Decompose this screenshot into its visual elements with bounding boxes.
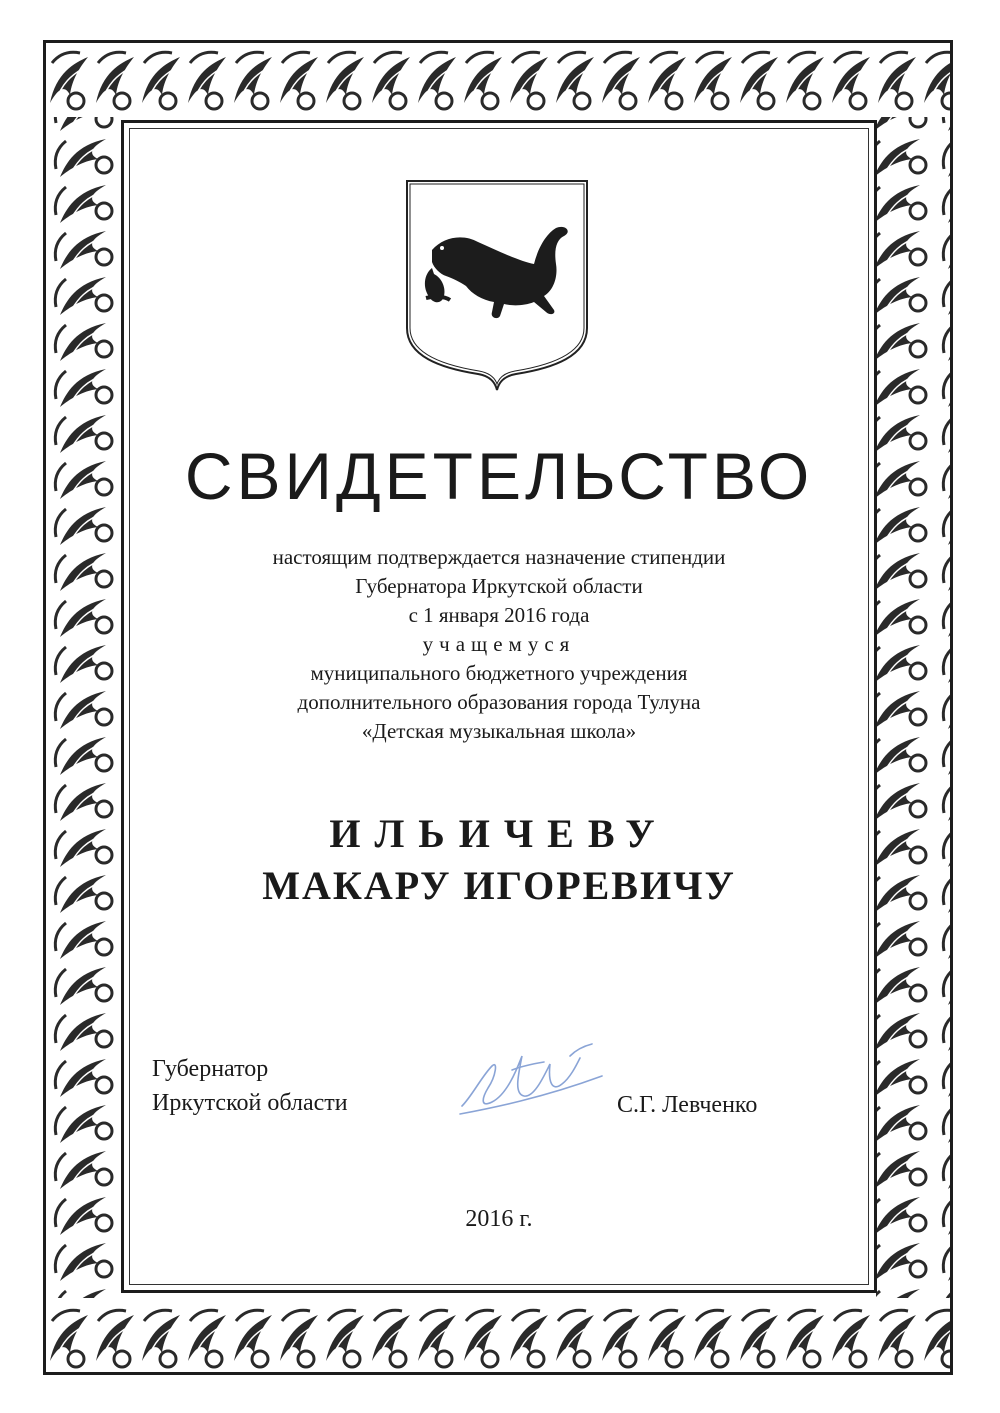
body-line: дополнительного образования города Тулуна (297, 690, 701, 714)
body-line: учащемуся (422, 632, 576, 656)
certificate-body (121, 543, 877, 746)
body-line: Губернатора Иркутской области (355, 574, 643, 598)
body-line: настоящим подтверждается назначение стипендии (272, 545, 726, 569)
recipient-given-names: МАКАРУ ИГОРЕВИЧУ (262, 863, 736, 908)
signatory-position (152, 1052, 348, 1120)
body-line: муниципального бюджетного учреждения (310, 661, 688, 685)
coat-of-arms-icon (404, 178, 590, 392)
body-line: с 1 января 2016 года (408, 603, 590, 627)
signatory-name: С.Г. Левченко (617, 1092, 758, 1118)
body-line: «Детская музыкальная школа» (361, 719, 637, 743)
certificate-year: 2016 г. (465, 1206, 533, 1232)
recipient-surname: ИЛЬИЧЕВУ (329, 811, 669, 856)
signatory-position-line: Иркутской области (152, 1090, 348, 1116)
signatory-position-line: Губернатор (152, 1056, 269, 1082)
certificate-title: СВИДЕТЕЛЬСТВО (184, 439, 814, 513)
recipient-name (121, 808, 877, 912)
handwritten-signature (452, 1036, 612, 1126)
